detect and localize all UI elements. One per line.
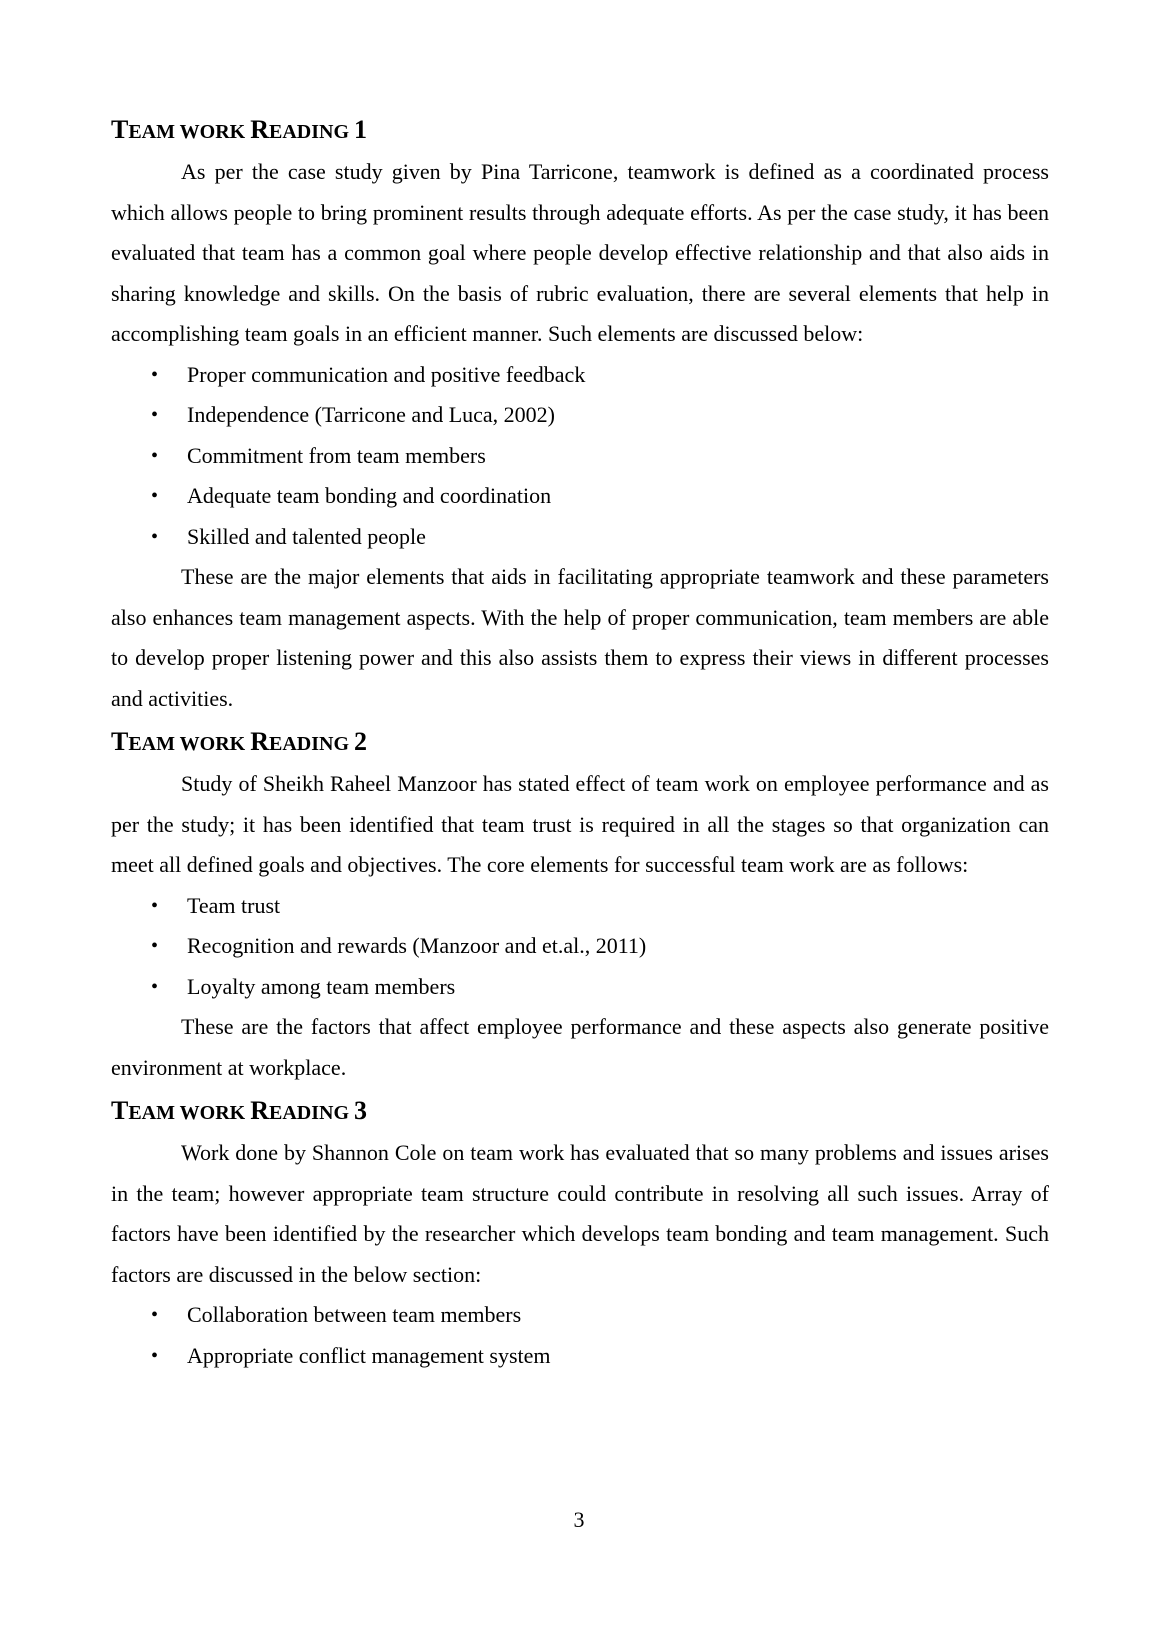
section-3-intro: Work done by Shannon Cole on team work has evaluated that so many problems and issues arises in the team; however appropriate team structure could contribute in resolving all such issues. Array of factors have been identified by the researcher which develops team bonding and team management. Such factors are discussed in the below section: xyxy=(111,1140,1049,1287)
list-item: • Adequate team bonding and coordination xyxy=(111,476,1049,517)
list-item: • Loyalty among team members xyxy=(111,967,1049,1008)
page-number: 3 xyxy=(573,1507,585,1532)
list-item: • Skilled and talented people xyxy=(111,517,1049,558)
section-heading-3: TEAM WORK READING 3 xyxy=(111,1096,367,1125)
bullet-icon: • xyxy=(151,404,159,426)
list-item: • Team trust xyxy=(111,886,1049,927)
list-item: • Commitment from team members xyxy=(111,436,1049,477)
section-1-intro: As per the case study given by Pina Tarricone, teamwork is defined as a coordinated process which allows people to bring prominent results through adequate efforts. As per the case study, it has been evaluated that team has a common goal where people develop effective relationship and that also aids in sharing knowledge and skills. On the basis of rubric evaluation, there are several elements that help in accomplishing team goals in an efficient manner. Such elements are discussed below: xyxy=(111,159,1049,346)
section-heading-2: TEAM WORK READING 2 xyxy=(111,727,367,756)
list-item: • Collaboration between team members xyxy=(111,1295,1049,1336)
list-item: • Proper communication and positive feedback xyxy=(111,355,1049,396)
document-page xyxy=(111,107,1049,1376)
section-heading-1: TEAM WORK READING 1 xyxy=(111,115,367,144)
list-item: • Appropriate conflict management system xyxy=(111,1336,1049,1377)
section-1-outro: These are the major elements that aids in facilitating appropriate teamwork and these parameters also enhances team management aspects. With the help of proper communication, team members are able to develop proper listening power and this also assists them to express their views in different processes and activities. xyxy=(111,564,1049,711)
list-item: • Independence (Tarricone and Luca, 2002) xyxy=(111,395,1049,436)
bullet-icon: • xyxy=(151,975,159,998)
section-2-intro: Study of Sheikh Raheel Manzoor has stated effect of team work on employee performance and as per the study; it has been identified that team trust is required in all the stages so that organization can meet all defined goals and objectives. The core elements for successful team work are as follows: xyxy=(111,771,1049,877)
section-3-bullet-list xyxy=(111,1295,1049,1376)
bullet-icon: • xyxy=(151,444,159,467)
bullet-icon: • xyxy=(151,894,159,917)
bullet-icon: • xyxy=(151,1344,159,1367)
bullet-icon: • xyxy=(151,363,159,386)
section-2-bullet-list xyxy=(111,886,1049,1008)
list-item: • Recognition and rewards (Manzoor and et.al., 2011) xyxy=(111,926,1049,967)
section-1-bullet-list xyxy=(111,355,1049,558)
bullet-icon: • xyxy=(151,485,159,507)
bullet-icon: • xyxy=(151,525,159,548)
section-2-outro: These are the factors that affect employee performance and these aspects also generate positive environment at workplace. xyxy=(111,1014,1049,1080)
bullet-icon: • xyxy=(151,1304,159,1326)
bullet-icon: • xyxy=(151,935,159,957)
